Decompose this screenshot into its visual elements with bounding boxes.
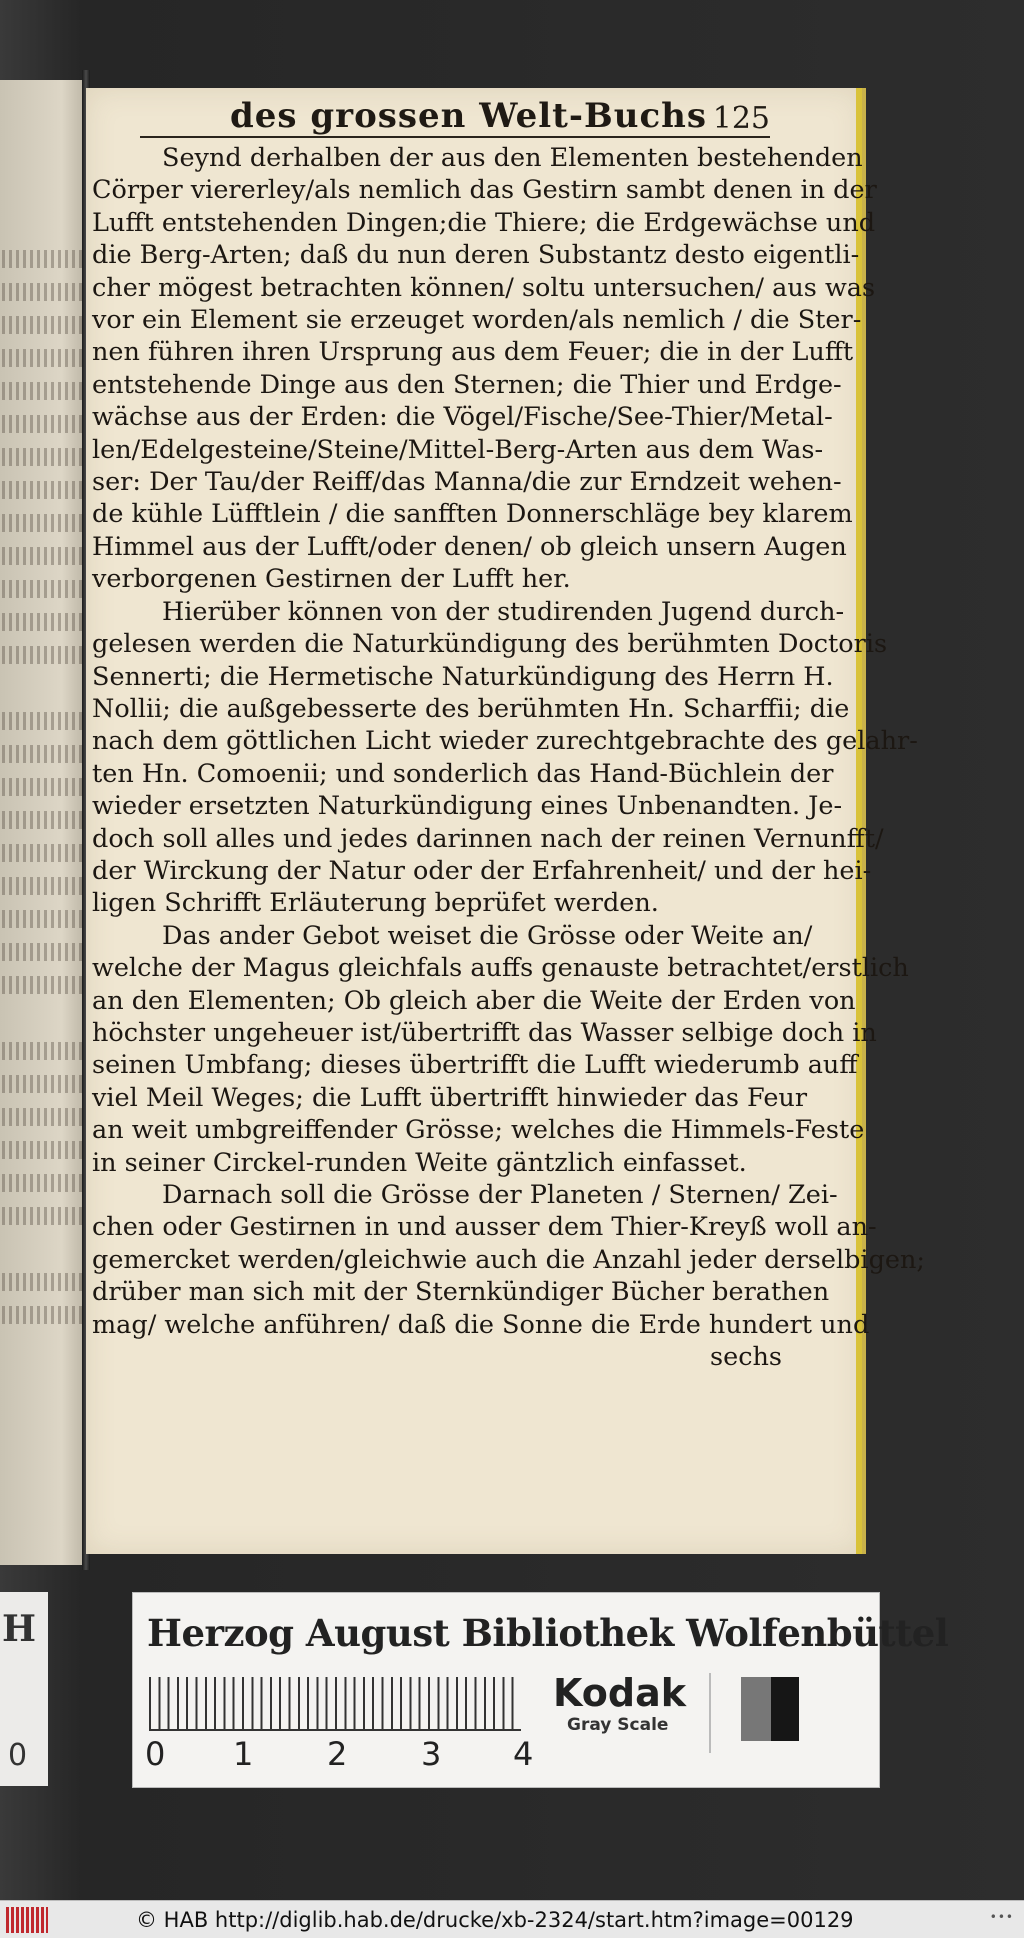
text-line: Das ander Gebot weiset die Grösse oder Weite an/ (162, 920, 813, 951)
kodak-gray-scale-label (553, 1671, 703, 1751)
black-patch (771, 1677, 799, 1741)
kodak-sub-label: Gray Scale (567, 1715, 669, 1735)
text-line: Sennerti; die Hermetische Naturkündigung des Herrn H. (92, 661, 834, 692)
page-number: 125 (712, 101, 770, 136)
text-line: vor ein Element sie erzeuget worden/als nemlich / die Ster- (92, 305, 862, 336)
text-line: viel Meil Weges; die Lufft übertrifft hinwieder das Feur (92, 1082, 808, 1113)
text-line: entstehende Dinge aus den Sternen; die Thier und Erdge- (92, 369, 842, 400)
page-body-text (92, 142, 926, 1373)
text-line: ligen Schrifft Erläuterung beprüfet werden. (92, 888, 659, 919)
library-name: Herzog August Bibliothek Wolfenbüttel (147, 1611, 949, 1655)
ruler-number: 1 (233, 1735, 254, 1773)
kodak-brand: Kodak (553, 1671, 686, 1715)
text-line: der Wirckung der Natur oder der Erfahrenheit/ und der hei- (92, 855, 872, 886)
text-line: drüber man sich mit der Sternkündiger Bücher berathen (92, 1277, 830, 1308)
adjacent-reference-card (0, 1592, 48, 1786)
ruler-number: 3 (421, 1735, 442, 1773)
ruler-number: 4 (513, 1735, 534, 1773)
copyright-link[interactable]: © HAB http://diglib.hab.de/drucke/xb-2324/start.htm?image=00129 (136, 1907, 854, 1932)
running-title: des grossen Welt-Buchs (230, 96, 708, 136)
text-line: nach dem göttlichen Licht wieder zurechtgebrachte des gelahr- (92, 726, 918, 757)
text-line: mag/ welche anführen/ daß die Sonne die Erde hundert und (92, 1309, 870, 1340)
ruler-ticks (149, 1677, 521, 1731)
text-line: Cörper viererley/als nemlich das Gestirn sambt denen in der (92, 175, 877, 206)
text-line: Hierüber können von der studirenden Jugend durch- (162, 596, 845, 627)
card-divider (709, 1673, 711, 1753)
text-line: höchster ungeheuer ist/übertrifft das Wasser selbige doch in (92, 1017, 877, 1048)
text-line: seinen Umbfang; dieses übertrifft die Lufft wiederumb auff (92, 1050, 858, 1081)
text-line: gemercket werden/gleichwie auch die Anzahl jeder derselbigen; (92, 1244, 926, 1275)
text-line: Lufft entstehenden Dingen;die Thiere; die Erdgewächse und (92, 207, 876, 238)
text-line: cher mögest betrachten können/ soltu untersuchen/ aus was (92, 272, 876, 303)
left-card-letter: H (2, 1608, 37, 1650)
text-line: welche der Magus gleichfals auffs genauste betrachtet/erstlich (92, 953, 909, 984)
text-line: chen oder Gestirnen in und ausser dem Thier-Kreyß woll an- (92, 1212, 877, 1243)
text-line: Himmel aus der Lufft/oder denen/ ob gleich unsern Augen (92, 531, 847, 562)
running-head (140, 92, 770, 138)
viewer-footer (0, 1900, 1024, 1938)
text-line: sechs (710, 1342, 782, 1373)
text-line: in seiner Circkel-runden Weite gäntzlich einfasset. (92, 1147, 747, 1178)
left-card-number: 0 (8, 1738, 28, 1773)
ruler-number: 2 (327, 1735, 348, 1773)
text-line: Darnach soll die Grösse der Planeten / Sternen/ Zei- (162, 1180, 838, 1210)
text-line: wächse aus der Erden: die Vögel/Fische/See-Thier/Metal- (92, 402, 833, 433)
color-reference-card (132, 1592, 949, 1788)
gray-patch (741, 1677, 771, 1741)
text-line: die Berg-Arten; daß du nun deren Substantz desto eigentli- (92, 240, 860, 271)
more-options-icon[interactable]: ••• (989, 1910, 1014, 1924)
text-line: ten Hn. Comoenii; und sonderlich das Hand-Büchlein der (92, 758, 834, 789)
text-line: len/Edelgesteine/Steine/Mittel-Berg-Arten aus dem Was- (92, 434, 824, 465)
previous-page-edge (0, 80, 88, 1565)
text-line: de kühle Lüfftlein / die sanfften Donnerschläge bey klarem (92, 499, 853, 530)
hab-logo-icon[interactable] (6, 1907, 48, 1933)
text-line: Nollii; die außgebesserte des berühmten Hn. Scharffii; die (92, 693, 850, 724)
text-line: doch soll alles und jedes darinnen nach der reinen Vernunfft/ (92, 823, 884, 854)
text-line: Seynd derhalben der aus den Elementen bestehenden (162, 143, 863, 173)
text-line: wieder ersetzten Naturkündigung eines Unbenandten. Je- (92, 791, 843, 822)
text-line: gelesen werden die Naturkündigung des berühmten Doctoris (92, 629, 888, 660)
text-line: ser: Der Tau/der Reiff/das Manna/die zur Erndzeit wehen- (92, 467, 842, 498)
ruler-number: 0 (145, 1735, 166, 1773)
text-line: verborgenen Gestirnen der Lufft her. (92, 564, 571, 595)
text-line: an den Elementen; Ob gleich aber die Weite der Erden von (92, 985, 856, 1016)
text-line: nen führen ihren Ursprung aus dem Feuer; die in der Lufft (92, 337, 854, 368)
text-line: an weit umbgreiffender Grösse; welches die Himmels-Feste (92, 1115, 865, 1146)
measurement-ruler (145, 1677, 534, 1777)
